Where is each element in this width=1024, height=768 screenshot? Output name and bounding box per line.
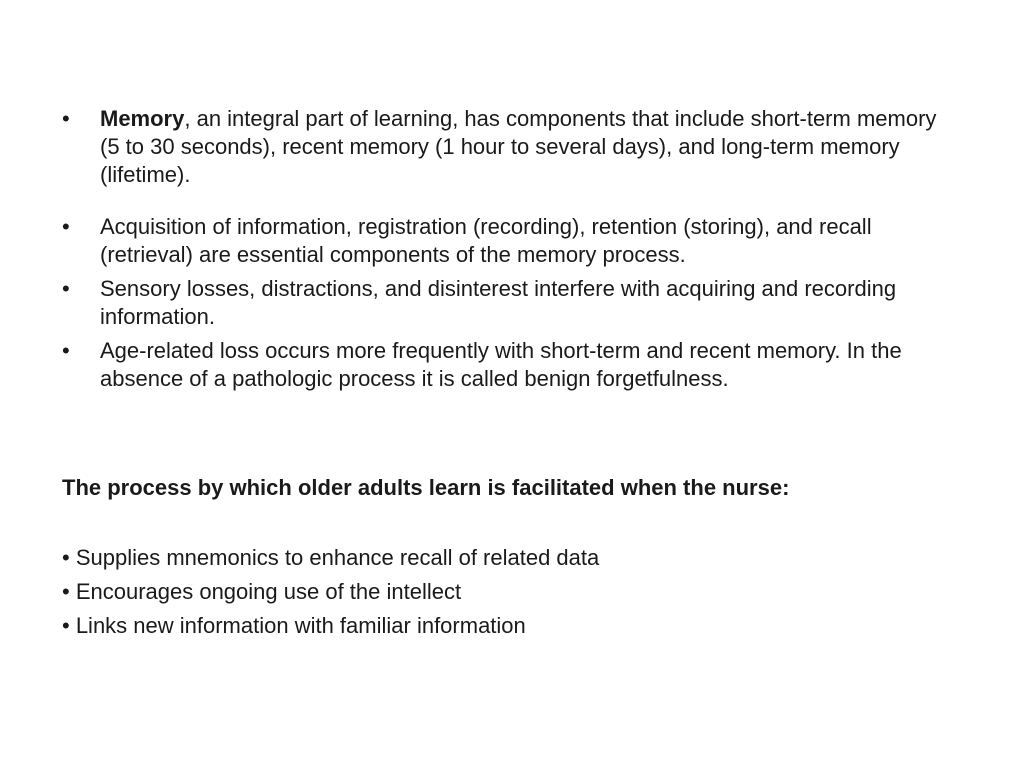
bullet-text: Sensory losses, distractions, and disinterest interfere with acquiring and recording information. bbox=[100, 276, 897, 329]
bullet-lead-term: Memory bbox=[100, 106, 185, 131]
bullet-text: , an integral part of learning, has components that include short-term memory (5 to 30 seconds), recent memory (1 hour to several days), and long-term memory (lifetime). bbox=[100, 106, 937, 187]
bullet-acquisition bbox=[62, 213, 962, 269]
step-item: • Supplies mnemonics to enhance recall of related data bbox=[62, 545, 600, 570]
bullet-text: Age-related loss occurs more frequently with short-term and recent memory. In the absence of a pathologic process it is called benign forgetfulness. bbox=[100, 338, 902, 391]
bullet-text: Acquisition of information, registration (recording), retention (storing), and recall (retrieval) are essential components of the memory process. bbox=[100, 214, 872, 267]
bullet-list bbox=[62, 105, 962, 393]
bullet-dot: • bbox=[62, 276, 70, 301]
bullet-memory bbox=[62, 105, 962, 189]
nurse-steps-list bbox=[62, 541, 962, 643]
bullet-dot: • bbox=[62, 214, 70, 239]
bullet-age-related-loss bbox=[62, 337, 962, 393]
step-item: • Links new information with familiar information bbox=[62, 613, 526, 638]
bullet-sensory-losses bbox=[62, 275, 962, 331]
step-item: • Encourages ongoing use of the intellect bbox=[62, 579, 462, 604]
bullet-dot: • bbox=[62, 106, 70, 131]
section-heading: The process by which older adults learn is facilitated when the nurse: bbox=[62, 475, 790, 500]
bullet-dot: • bbox=[62, 338, 70, 363]
